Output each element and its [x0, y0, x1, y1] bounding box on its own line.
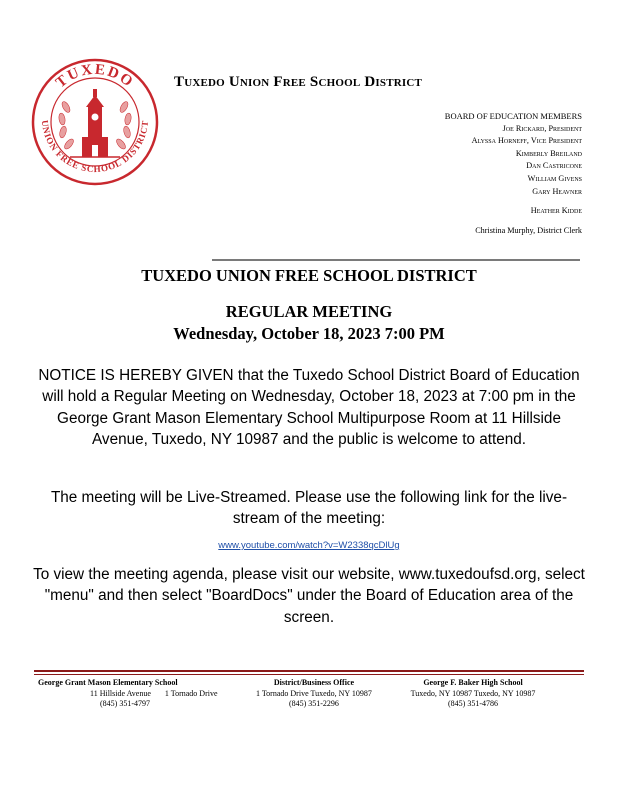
header-divider	[212, 259, 580, 261]
svg-text:UNION FREE SCHOOL DISTRICT: UNION FREE SCHOOL DISTRICT	[39, 119, 151, 175]
livestream-text: The meeting will be Live-Streamed. Please use the following link for the live-stream of the meeting:	[50, 489, 568, 528]
district-clerk: Christina Murphy, District Clerk	[475, 225, 582, 235]
board-member: Joe Rickard, President	[502, 123, 582, 133]
footer-school-high	[398, 678, 548, 710]
board-member: Dan Castricone	[526, 161, 582, 171]
meeting-datetime: Wednesday, October 18, 2023 7:00 PM	[173, 324, 445, 343]
livestream-link-row	[20, 540, 598, 551]
district-letterhead-title: Tuxedo Union Free School District	[174, 74, 423, 90]
footer-divider-thin	[34, 674, 584, 675]
livestream-link[interactable]: www.youtube.com/watch?v=W2338qcDlUg	[218, 540, 400, 551]
board-member: Heather Kidde	[530, 206, 582, 216]
footer-school-address: 11 Hillside Avenue	[90, 688, 151, 698]
footer-office-name: District/Business Office	[273, 678, 355, 687]
footer-district-office	[256, 678, 372, 710]
footer-divider	[34, 670, 584, 672]
footer-school-elementary	[38, 678, 218, 710]
board-member: Alyssa Horneff, Vice President	[471, 136, 582, 146]
notice-district-title: TUXEDO UNION FREE SCHOOL DISTRICT	[141, 266, 477, 285]
footer-office-address: 1 Tornado Drive Tuxedo, NY 10987	[256, 688, 372, 698]
footer-high-address: Tuxedo, NY 10987 Tuxedo, NY 10987	[410, 688, 536, 698]
svg-text:TUXEDO: TUXEDO	[53, 61, 137, 92]
meeting-type: REGULAR MEETING	[225, 302, 393, 321]
agenda-text: To view the meeting agenda, please visit our website, www.tuxedoufsd.org, select "menu" and then select "BoardDocs" under the Board of Education area of the screen.	[33, 566, 585, 626]
board-member: Gary Heavner	[532, 186, 582, 196]
footer-school-phone: (845) 351-4797	[100, 699, 150, 708]
footer-office-phone: (845) 351-2296	[288, 699, 339, 708]
district-seal-logo	[30, 57, 160, 187]
meeting-heading	[20, 301, 598, 345]
footer-high-name: George F. Baker High School	[423, 678, 523, 687]
board-members-list	[445, 110, 582, 237]
footer-high-phone: (845) 351-4786	[448, 699, 498, 708]
board-member: Kimberly Breiland	[515, 148, 582, 158]
footer-address-prefix: 1 Tornado Drive	[164, 688, 218, 698]
notice-body: NOTICE IS HEREBY GIVEN that the Tuxedo School District Board of Education will hold a Regular Meeting on Wednesday, October 18, 2023 at 7:00 pm in the George Grant Mason Elementary School Multipurpose Room at 11 Hillside Avenue, Tuxedo, NY 10987 and the public is welcome to attend.	[38, 367, 580, 449]
board-member: William Givens	[527, 173, 582, 183]
board-title: BOARD OF EDUCATION MEMBERS	[444, 111, 582, 121]
footer-school-name: George Grant Mason Elementary School	[38, 678, 178, 687]
